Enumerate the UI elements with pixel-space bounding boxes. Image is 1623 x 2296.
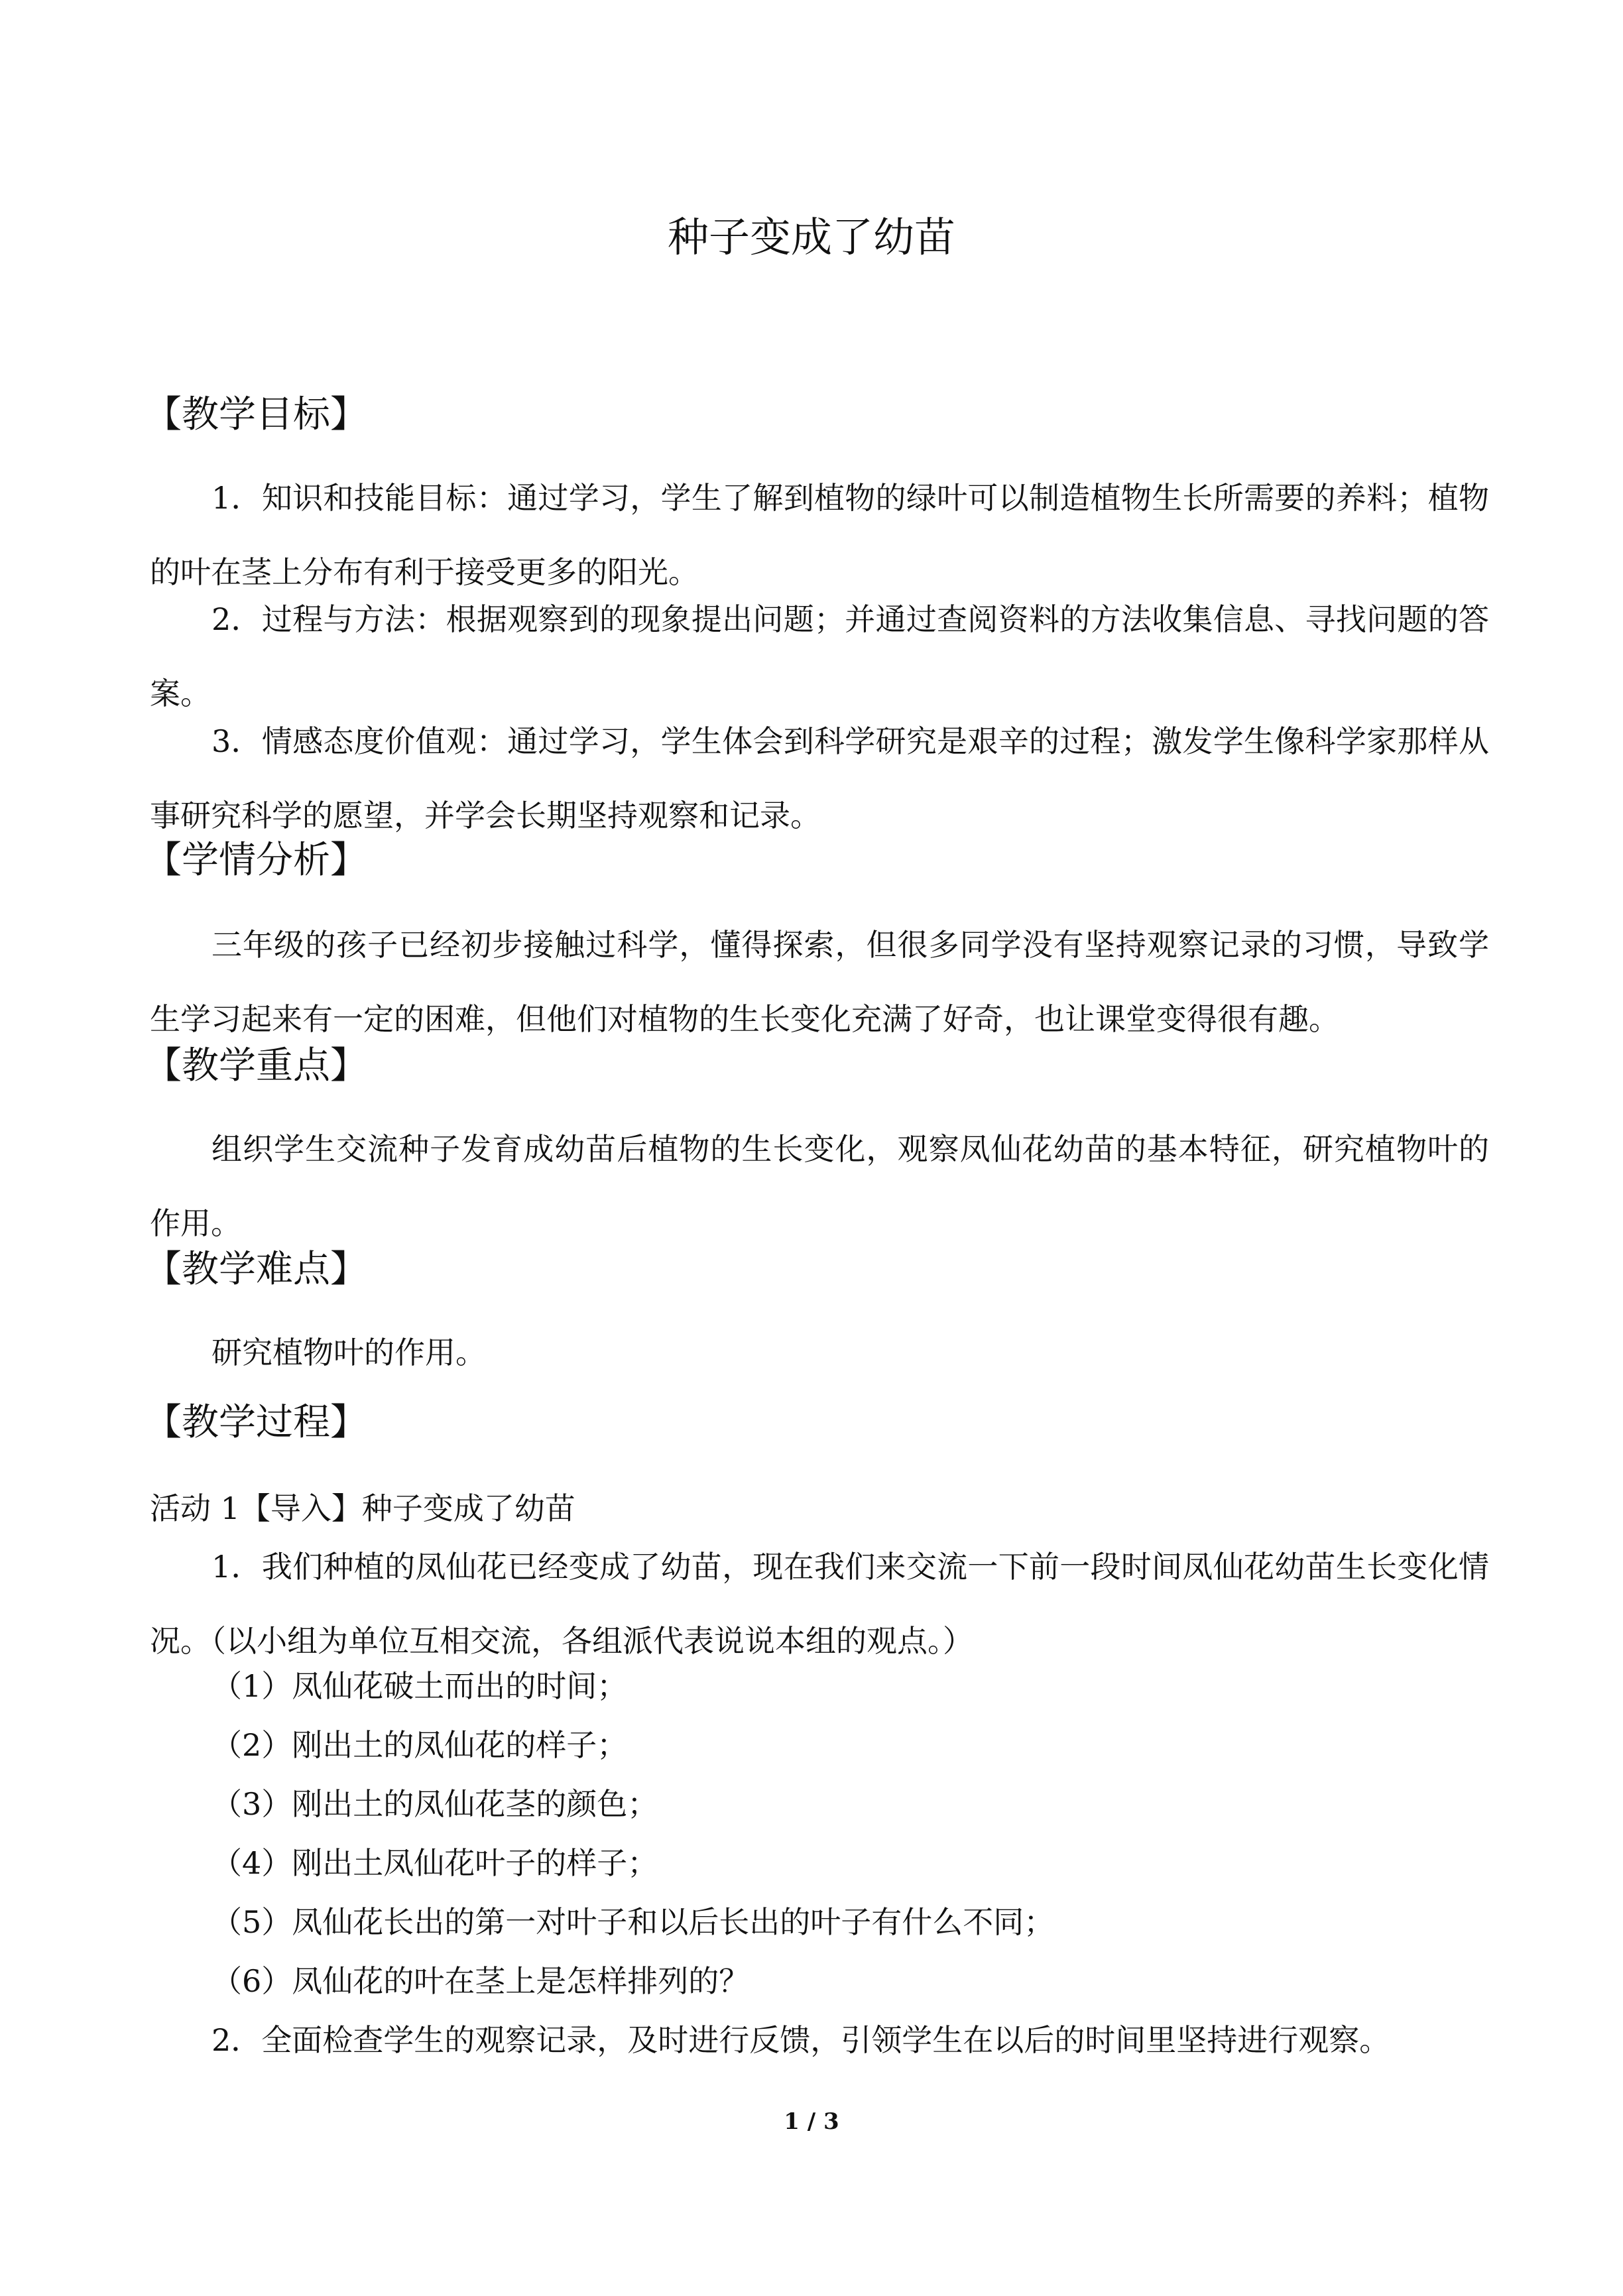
analysis-text: 三年级的孩子已经初步接触过科学，懂得探索，但很多同学没有坚持观察记录的习惯，导致学生学习起来有一定的困难，但他们对植物的生长变化充满了好奇，也让课堂变得很有趣。 — [150, 927, 1489, 1037]
question-item-1: （1）凤仙花破土而出的时间； — [211, 1668, 628, 1704]
key-points-text: 组织学生交流种子发育成幼苗后植物的生长变化，观察凤仙花幼苗的基本特征，研究植物叶的作用。 — [150, 1131, 1489, 1241]
question-item-5: （5）凤仙花长出的第一对叶子和以后长出的叶子有什么不同； — [211, 1904, 1055, 1940]
page-number: 1 / 3 — [784, 2108, 839, 2135]
process-step-2: 2．全面检查学生的观察记录，及时进行反馈，引领学生在以后的时间里坚持进行观察。 — [211, 2022, 1390, 2058]
objective-item-1: 1．知识和技能目标：通过学习，学生了解到植物的绿叶可以制造植物生长所需要的养料；植物的叶在茎上分布有利于接受更多的阳光。 — [150, 480, 1489, 590]
process-heading: 【教学过程】 — [145, 1401, 367, 1444]
question-item-6: （6）凤仙花的叶在茎上是怎样排列的？ — [211, 1963, 750, 1999]
objective-item-2: 2．过程与方法：根据观察到的现象提出问题；并通过查阅资料的方法收集信息、寻找问题的答案。 — [150, 601, 1489, 711]
difficulties-text: 研究植物叶的作用。 — [211, 1335, 486, 1370]
question-item-4: （4）刚出土凤仙花叶子的样子； — [211, 1845, 658, 1881]
question-item-2: （2）刚出土的凤仙花的样子； — [211, 1727, 628, 1763]
activity-title: 活动 1【导入】种子变成了幼苗 — [150, 1490, 575, 1526]
question-item-3: （3）刚出土的凤仙花茎的颜色； — [211, 1786, 658, 1822]
objective-item-3: 3．情感态度价值观：通过学习，学生体会到科学研究是艰辛的过程；激发学生像科学家那样从事研究科学的愿望，并学会长期坚持观察和记录。 — [150, 723, 1489, 833]
key-points-heading: 【教学重点】 — [145, 1044, 367, 1087]
difficulties-heading: 【教学难点】 — [145, 1248, 367, 1291]
page-title: 种子变成了幼苗 — [667, 213, 955, 261]
process-step-1: 1．我们种植的凤仙花已经变成了幼苗，现在我们来交流一下前一段时间凤仙花幼苗生长变化情况。（以小组为单位互相交流，各组派代表说说本组的观点。） — [150, 1549, 1489, 1659]
analysis-heading: 【学情分析】 — [145, 839, 367, 882]
objectives-heading: 【教学目标】 — [145, 393, 367, 436]
